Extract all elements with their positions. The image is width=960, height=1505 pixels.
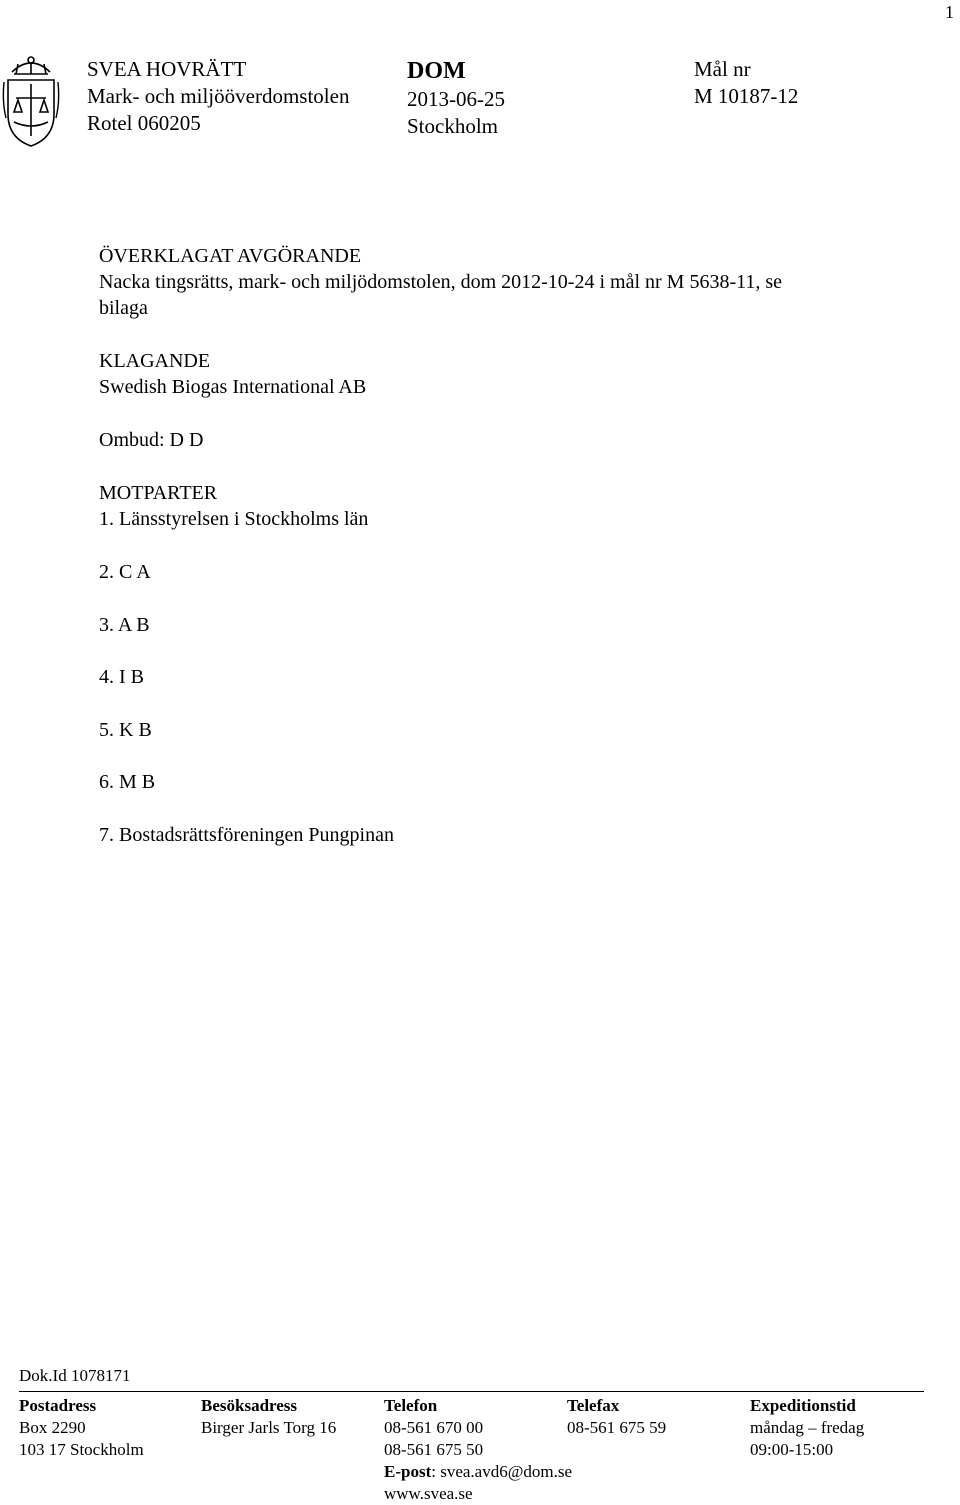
case-number: M 10187-12 bbox=[694, 84, 799, 108]
counterparty-4: 4. I B bbox=[99, 666, 144, 688]
phone-label: Telefon bbox=[384, 1396, 438, 1415]
counterparty-5: 5. K B bbox=[99, 719, 152, 741]
court-rotel: Rotel 060205 bbox=[87, 111, 201, 135]
hours-line1: måndag – fredag bbox=[750, 1418, 865, 1437]
email-line bbox=[384, 1461, 572, 1483]
footer-postal bbox=[19, 1395, 144, 1461]
appellant-heading: KLAGANDE bbox=[99, 350, 211, 372]
counterparty-1: 1. Länsstyrelsen i Stockholms län bbox=[99, 508, 369, 530]
counterparty-2: 2. C A bbox=[99, 561, 151, 583]
counterparty-6: 6. M B bbox=[99, 771, 156, 793]
document-header bbox=[407, 56, 505, 140]
website-link[interactable]: www.svea.se bbox=[384, 1484, 473, 1503]
visit-line1: Birger Jarls Torg 16 bbox=[201, 1418, 337, 1437]
representative: Ombud: D D bbox=[99, 429, 204, 451]
footer-divider bbox=[19, 1391, 924, 1392]
appealed-decision-section bbox=[99, 243, 782, 321]
appealed-decision-line2: bilaga bbox=[99, 297, 148, 319]
footer-visit bbox=[201, 1395, 336, 1439]
court-division: Mark- och miljööverdomstolen bbox=[87, 84, 350, 108]
fax-label: Telefax bbox=[567, 1396, 620, 1415]
document-type: DOM bbox=[407, 58, 466, 84]
visit-label: Besöksadress bbox=[201, 1396, 298, 1415]
page-number: 1 bbox=[945, 2, 954, 22]
phone-line1: 08-561 670 00 bbox=[384, 1418, 484, 1437]
postal-line1: Box 2290 bbox=[19, 1418, 86, 1437]
counterparties-section bbox=[99, 480, 368, 532]
appellant-name: Swedish Biogas International AB bbox=[99, 376, 367, 398]
appealed-decision-line1: Nacka tingsrätts, mark- och miljödomstolen, dom 2012-10-24 i mål nr M 5638-11, se bbox=[99, 271, 783, 293]
case-label: Mål nr bbox=[694, 57, 751, 81]
postal-line2: 103 17 Stockholm bbox=[19, 1440, 144, 1459]
footer-phone bbox=[384, 1395, 572, 1505]
court-crest-icon bbox=[2, 52, 60, 148]
court-header bbox=[87, 56, 349, 137]
footer-hours bbox=[750, 1395, 864, 1461]
phone-line2: 08-561 675 50 bbox=[384, 1440, 484, 1459]
hours-line2: 09:00-15:00 bbox=[750, 1440, 834, 1459]
footer-fax bbox=[567, 1395, 666, 1439]
fax-line1: 08-561 675 59 bbox=[567, 1418, 667, 1437]
postal-label: Postadress bbox=[19, 1396, 97, 1415]
counterparty-7: 7. Bostadsrättsföreningen Pungpinan bbox=[99, 824, 394, 846]
document-id: Dok.Id 1078171 bbox=[19, 1366, 131, 1385]
counterparty-3: 3. A B bbox=[99, 614, 150, 636]
appealed-decision-heading: ÖVERKLAGAT AVGÖRANDE bbox=[99, 245, 362, 267]
document-date: 2013-06-25 bbox=[407, 87, 505, 111]
court-name: SVEA HOVRÄTT bbox=[87, 57, 247, 81]
case-header bbox=[694, 56, 798, 110]
email-label: E-post bbox=[384, 1462, 432, 1481]
email-address[interactable]: : svea.avd6@dom.se bbox=[431, 1462, 572, 1481]
hours-label: Expeditionstid bbox=[750, 1396, 856, 1415]
document-place: Stockholm bbox=[407, 114, 499, 138]
appellant-section bbox=[99, 348, 366, 400]
counterparties-heading: MOTPARTER bbox=[99, 482, 218, 504]
